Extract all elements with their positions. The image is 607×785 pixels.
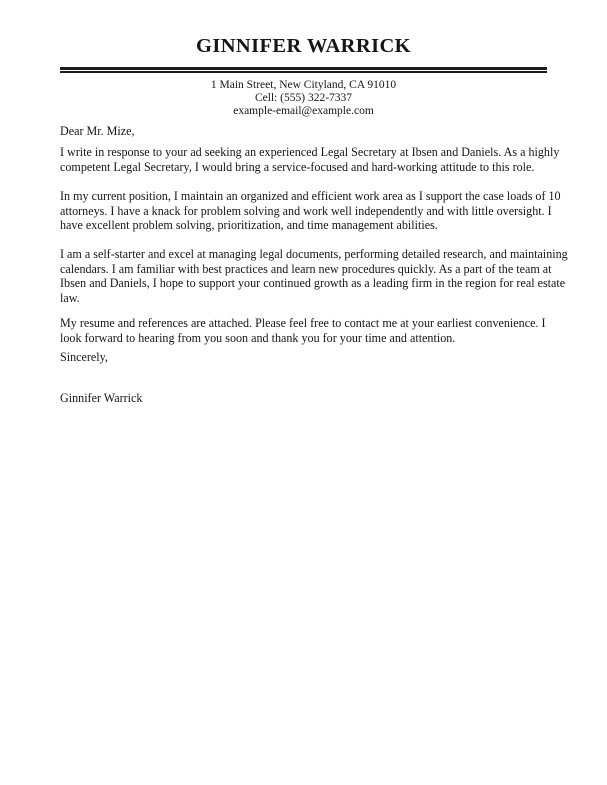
salutation: Dear Mr. Mize, [60,124,135,138]
text-line: I write in response to your ad seeking an experienced Legal Secretary at Ibsen and Daniels. As a highly [60,145,560,159]
closing: Sincerely, [60,350,108,364]
text-line: calendars. I am familiar with best practices and learn new procedures quickly. As a part of the team at [60,261,552,276]
body-paragraph-2 [60,189,560,233]
text-line: My resume and references are attached. Please feel free to contact me at your earliest convenience. I [60,316,546,330]
text-line: Ibsen and Daniels, I hope to support your continued growth as a leading firm in the region for real estate [60,276,566,291]
applicant-name-heading: GINNIFER WARRICK [195,35,412,57]
text-line: have excellent problem solving, prioritization, and time management abilities. [60,218,438,233]
contact-phone: Cell: (555) 322-7337 [254,92,353,105]
text-line: look forward to hearing from you soon and thank you for your time and attention. [60,330,456,345]
header-divider-rule [60,67,547,73]
body-paragraph-4 [60,316,560,345]
contact-block [60,79,547,119]
body-paragraph-3 [60,247,568,305]
text-line: attorneys. I have a knack for problem solving and work well independently and with little oversight. I [60,203,552,218]
contact-address: 1 Main Street, New Cityland, CA 91010 [210,79,397,91]
contact-email: example-email@example.com [233,105,374,118]
text-line: I am a self-starter and excel at managing legal documents, performing detailed research, and maintaining [60,247,568,261]
text-line: law. [60,290,80,305]
body-paragraph-1 [60,145,560,174]
text-line: In my current position, I maintain an organized and efficient work area as I support the case loads of 10 [60,189,561,203]
signature-name: Ginnifer Warrick [60,391,143,405]
text-line: competent Legal Secretary, I would bring a service-focused and hard-working attitude to this role. [60,159,535,174]
